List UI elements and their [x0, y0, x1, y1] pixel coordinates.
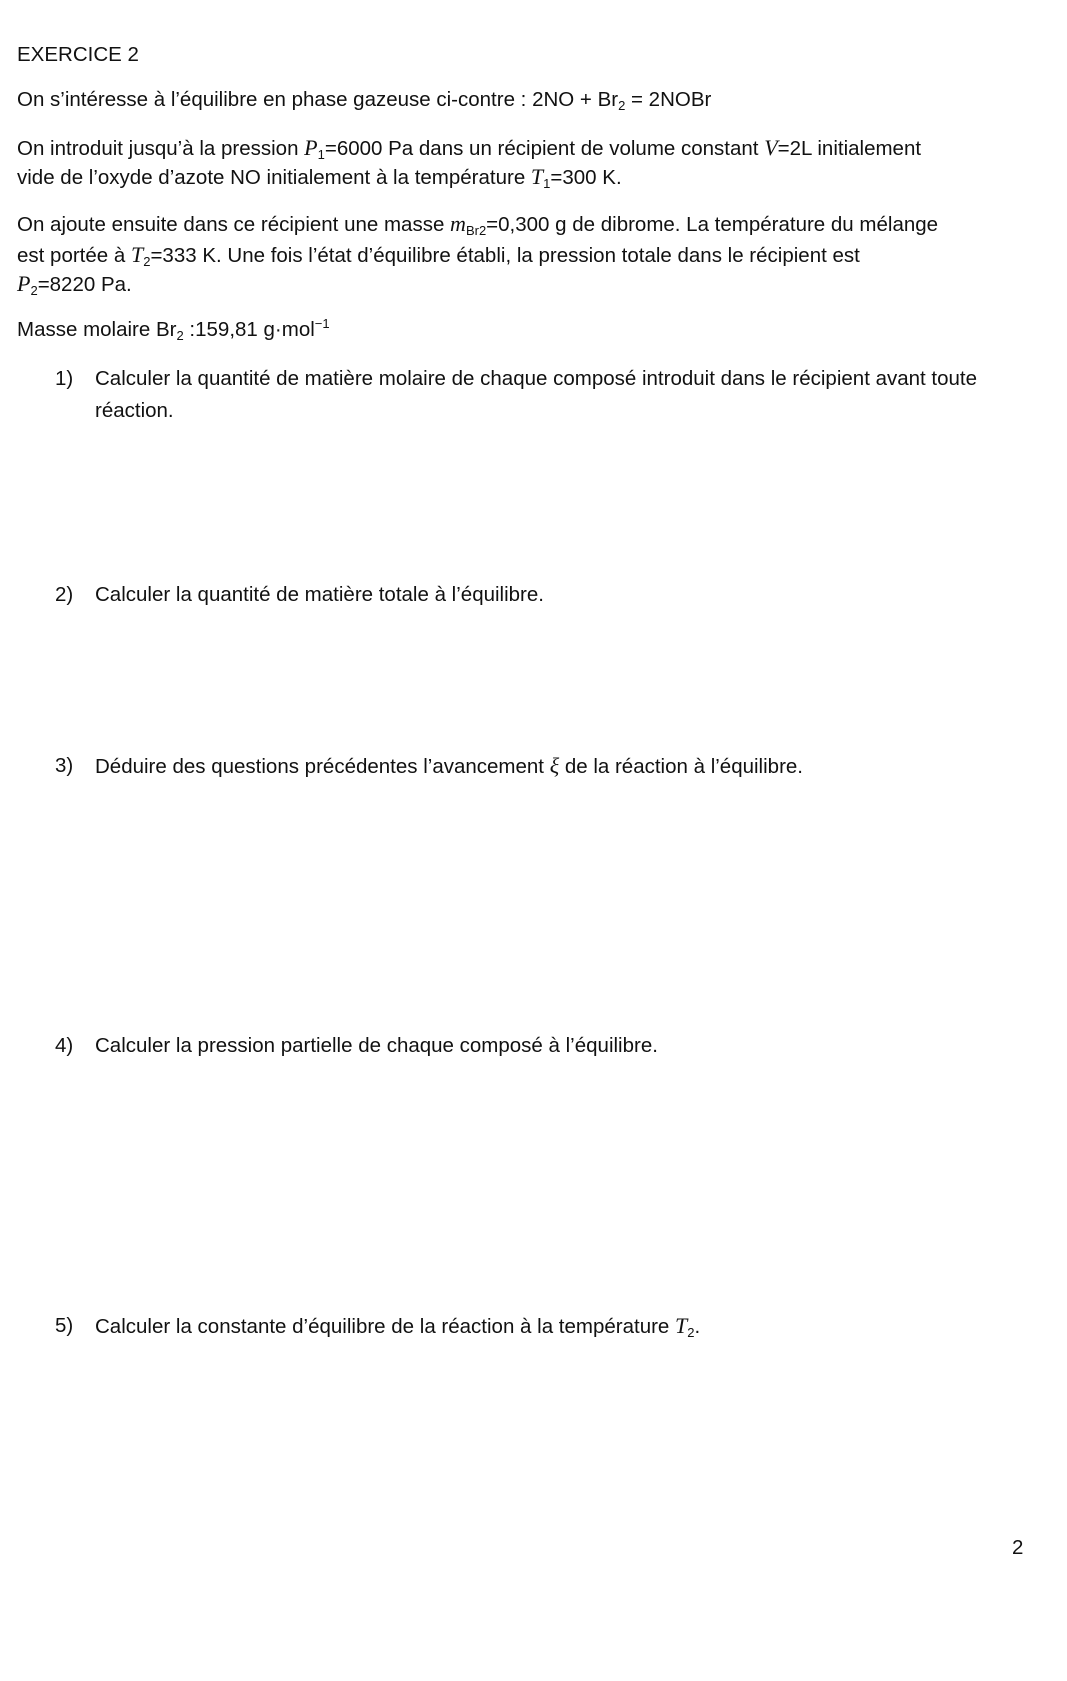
intro-text: On s’intéresse à l’équilibre en phase gazeuse ci-contre : [17, 88, 533, 111]
m-symbol: m [450, 211, 466, 236]
question-4-number: 4) [55, 1034, 74, 1057]
intro-mass-line3: $P_2=8220$ Pa. [17, 271, 132, 298]
question-2-text: Calculer la quantité de matière totale à l’équilibre. [95, 583, 544, 606]
question-3-number: 3) [55, 754, 74, 777]
v-symbol: V [764, 135, 778, 160]
intro-pressure-line1: On introduit jusqu’à la pression $P_1=6000$ Pa dans un récipient de volume constant V=2L initialement [17, 135, 922, 162]
intro-pressure-line2: vide de l’oxyde d’azote NO initialement à la température $T_1=300$ K. [17, 164, 622, 191]
molar-mass: Masse molaire $Br_2$ :159,81 g·mol$^{-1}$ [17, 316, 330, 343]
t2-symbol-q5: T [675, 1313, 688, 1338]
t1-symbol: T [530, 164, 544, 189]
intro-equilibrium [17, 87, 711, 113]
xi-symbol: ξ [549, 753, 560, 778]
question-5-number: 5) [55, 1314, 74, 1337]
question-4-text: Calculer la pression partielle de chaque composé à l’équilibre. [95, 1034, 658, 1057]
t2-symbol: T [130, 242, 144, 267]
question-3-text: Déduire des questions précédentes l’avancement ξ de la réaction à l’équilibre. [95, 753, 803, 778]
exercise-title: EXERCICE 2 [17, 43, 139, 66]
question-2-number: 2) [55, 583, 74, 606]
intro-mass-line2: est portée à $T_2=333$ K. Une fois l’état d’équilibre établi, la pression totale dans le récipient est [17, 242, 860, 269]
question-1-number: 1) [55, 367, 74, 390]
intro-mass-line1: On ajoute ensuite dans ce récipient une masse $m_{Br2}=0,300$ g de dibrome. La température du mélange [17, 211, 939, 238]
p1-symbol: P [304, 135, 318, 160]
page-number: 2 [1012, 1536, 1024, 1559]
reaction-equation: $2NO + Br_2$ = 2NOBr [532, 88, 712, 113]
question-5-text: Calculer la constante d’équilibre de la réaction à la température $T_2$. [95, 1313, 701, 1340]
question-1-text: Calculer la quantité de matière molaire de chaque composé introduit dans le récipient avant toute réaction. [95, 367, 978, 422]
p2-symbol: P [17, 271, 31, 296]
